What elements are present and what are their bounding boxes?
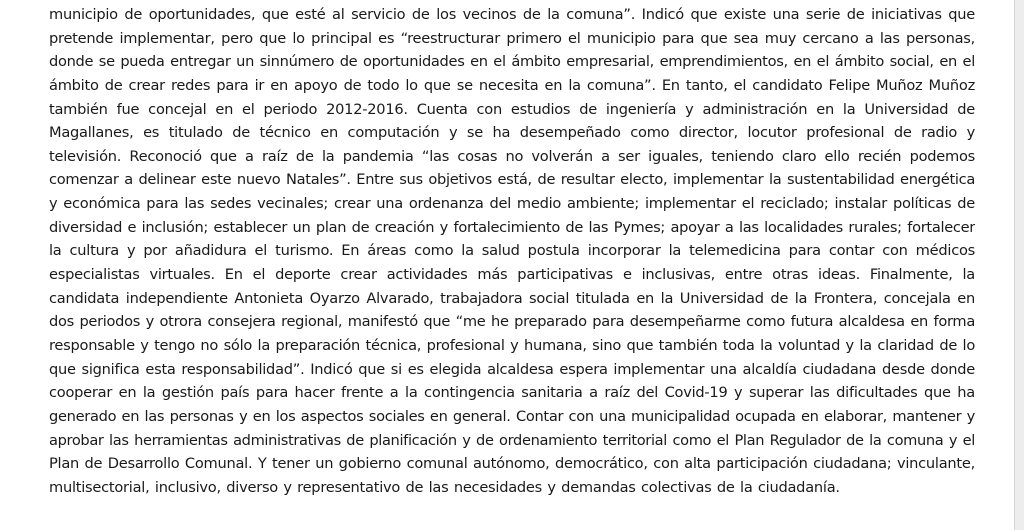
- text-line: responsable y tengo no sólo la preparación técnica, profesional y humana, sino que también toda la voluntad y la claridad de lo: [49, 336, 975, 354]
- text-line: y económica para las sedes vecinales; crear una ordenanza del medio ambiente; implementar el reciclado; instalar políticas de: [49, 195, 975, 213]
- text-line: aprobar las herramientas administrativas de planificación y de ordenamiento territorial como el Plan Regulador de la comuna y el: [49, 431, 975, 449]
- text-line-last: multisectorial, inclusivo, diverso y representativo de las necesidades y demandas colectivas de la ciudadanía.: [49, 478, 840, 496]
- text-line: Plan de Desarrollo Comunal. Y tener un gobierno comunal autónomo, democrático, con alta participación ciudadana; vinculante,: [49, 455, 975, 473]
- text-line: donde se pueda entregar un sinnúmero de oportunidades en el ámbito empresarial, emprendimientos, en el ámbito social, en el: [49, 53, 975, 71]
- text-line: candidata independiente Antonieta Oyarzo Alvarado, trabajadora social titulada en la Universidad de la Frontera, concejala en: [49, 289, 975, 307]
- text-line: ámbito de crear redes para ir en apoyo de todo lo que se necesita en la comuna”. En tanto, el candidato Felipe Muñoz Muñoz: [49, 76, 975, 94]
- article-paragraph: [49, 3, 975, 499]
- text-line: cooperar en la gestión país para hacer frente a la contingencia sanitaria a raíz del Covid-19 y superar las dificultades que ha: [49, 384, 975, 402]
- text-line: especialistas virtuales. En el deporte crear actividades más participativas e inclusivas, entre otras ideas. Finalmente, la: [49, 266, 975, 284]
- text-line: comenzar a delinear este nuevo Natales”. Entre sus objetivos está, de resultar electo, implementar la sustentabilidad energética: [49, 171, 975, 189]
- text-line: pretende implementar, pero que lo principal es “reestructurar primero el municipio para que sea muy cercano a las personas,: [49, 29, 975, 47]
- text-line: dos periodos y otrora consejera regional, manifestó que “me he preparado para desempeñarme como futura alcaldesa en forma: [49, 313, 975, 331]
- window-scrollbar[interactable]: [1014, 0, 1024, 530]
- text-line: la cultura y por añadidura el turismo. En áreas como la salud postula incorporar la telemedicina para contar con médicos: [49, 242, 975, 260]
- text-line: municipio de oportunidades, que esté al servicio de los vecinos de la comuna”. Indicó que existe una serie de iniciativas que: [49, 6, 975, 23]
- text-line: también fue concejal en el periodo 2012-2016. Cuenta con estudios de ingeniería y administración en la Universidad de: [49, 100, 975, 118]
- text-line: generado en las personas y en los aspectos sociales en general. Contar con una municipalidad ocupada en elaborar, mantener y: [49, 407, 975, 425]
- text-line: diversidad e inclusión; establecer un plan de creación y fortalecimiento de las Pymes; apoyar a las localidades rurales; fortalecer: [49, 218, 975, 236]
- text-line: que significa esta responsabilidad”. Indicó que si es elegida alcaldesa espera implementar una alcaldía ciudadana desde donde: [49, 360, 975, 378]
- text-line: Magallanes, es titulado de técnico en computación y se ha desempeñado como director, locutor profesional de radio y: [49, 124, 975, 142]
- text-line: televisión. Reconoció que a raíz de la pandemia “las cosas no volverán a ser iguales, teniendo claro ello recién podemos: [49, 147, 975, 165]
